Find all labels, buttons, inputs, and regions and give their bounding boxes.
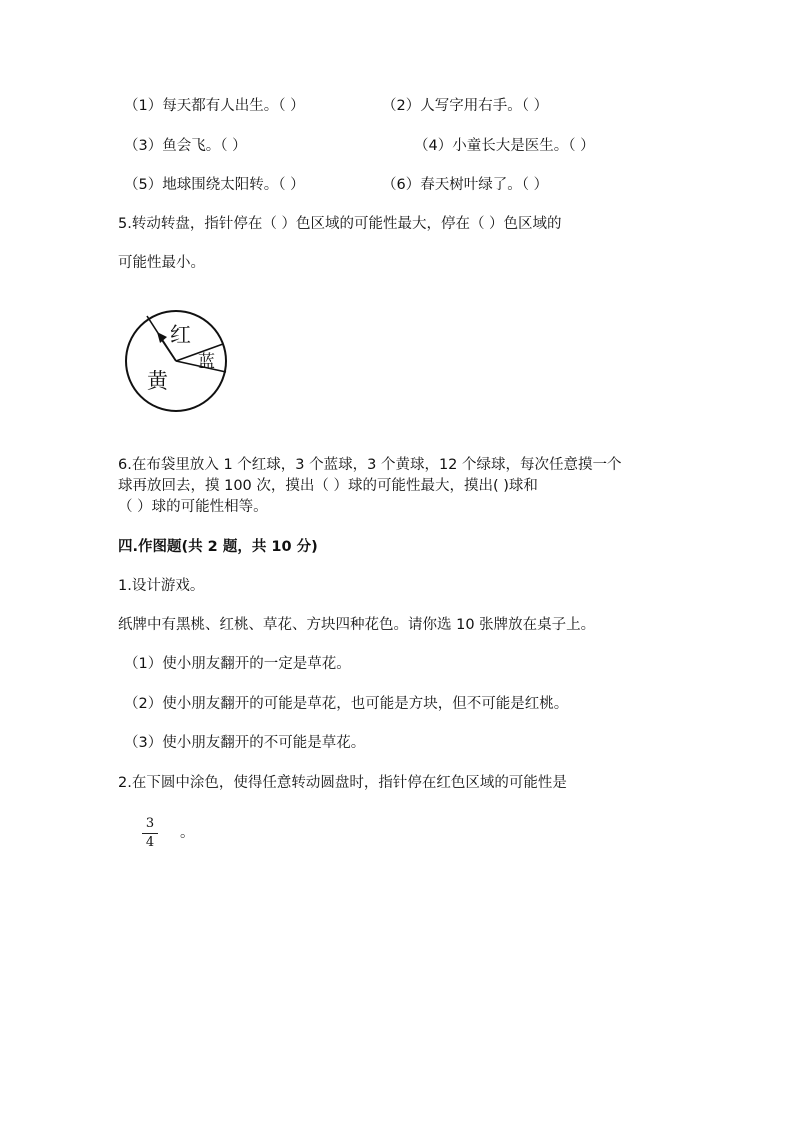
section-heading: 四.作图题(共 2 题，共 10 分) — [118, 539, 318, 555]
q4-item-5: （5）地球围绕太阳转。（ ） — [124, 177, 305, 193]
fraction-bar — [142, 833, 158, 834]
label-yellow: 黄 — [147, 369, 168, 393]
fraction-denominator: 4 — [145, 835, 155, 850]
q4-item-4: （4）小童长大是医生。（ ） — [414, 138, 595, 154]
d1-part-1: （1）使小朋友翻开的一定是草花。 — [124, 656, 351, 672]
q6-line-1: 6.在布袋里放入 1 个红球，3 个蓝球，3 个黄球，12 个绿球，每次任意摸一个 — [118, 457, 622, 473]
q6-line-2: 球再放回去，摸 100 次，摸出（ ）球的可能性最大，摸出( )球和 — [118, 478, 538, 494]
q5-line-2: 可能性最小。 — [118, 255, 205, 271]
q5-line-1: 5.转动转盘，指针停在（ ）色区域的可能性最大，停在（ ）色区域的 — [118, 216, 562, 232]
q4-item-3: （3）鱼会飞。（ ） — [124, 138, 247, 154]
q4-item-2: （2）人写字用右手。（ ） — [382, 98, 549, 114]
q4-item-6: （6）春天树叶绿了。（ ） — [382, 177, 549, 193]
spinner-diagram — [120, 306, 232, 416]
d1-part-2: （2）使小朋友翻开的可能是草花，也可能是方块，但不可能是红桃。 — [124, 696, 569, 712]
q6-line-3: （ ）球的可能性相等。 — [118, 499, 268, 515]
fraction — [142, 816, 158, 851]
fraction-numerator: 3 — [145, 816, 155, 831]
d1-part-3: （3）使小朋友翻开的不可能是草花。 — [124, 735, 366, 751]
d2-period: 。 — [180, 825, 195, 841]
d1-title: 1.设计游戏。 — [118, 578, 205, 594]
d2-text: 2.在下圆中涂色，使得任意转动圆盘时，指针停在红色区域的可能性是 — [118, 775, 567, 791]
label-blue: 蓝 — [198, 352, 215, 372]
label-red: 红 — [170, 323, 191, 347]
q4-item-1: （1）每天都有人出生。（ ） — [124, 98, 305, 114]
d1-intro: 纸牌中有黑桃、红桃、草花、方块四种花色。请你选 10 张牌放在桌子上。 — [118, 617, 596, 633]
